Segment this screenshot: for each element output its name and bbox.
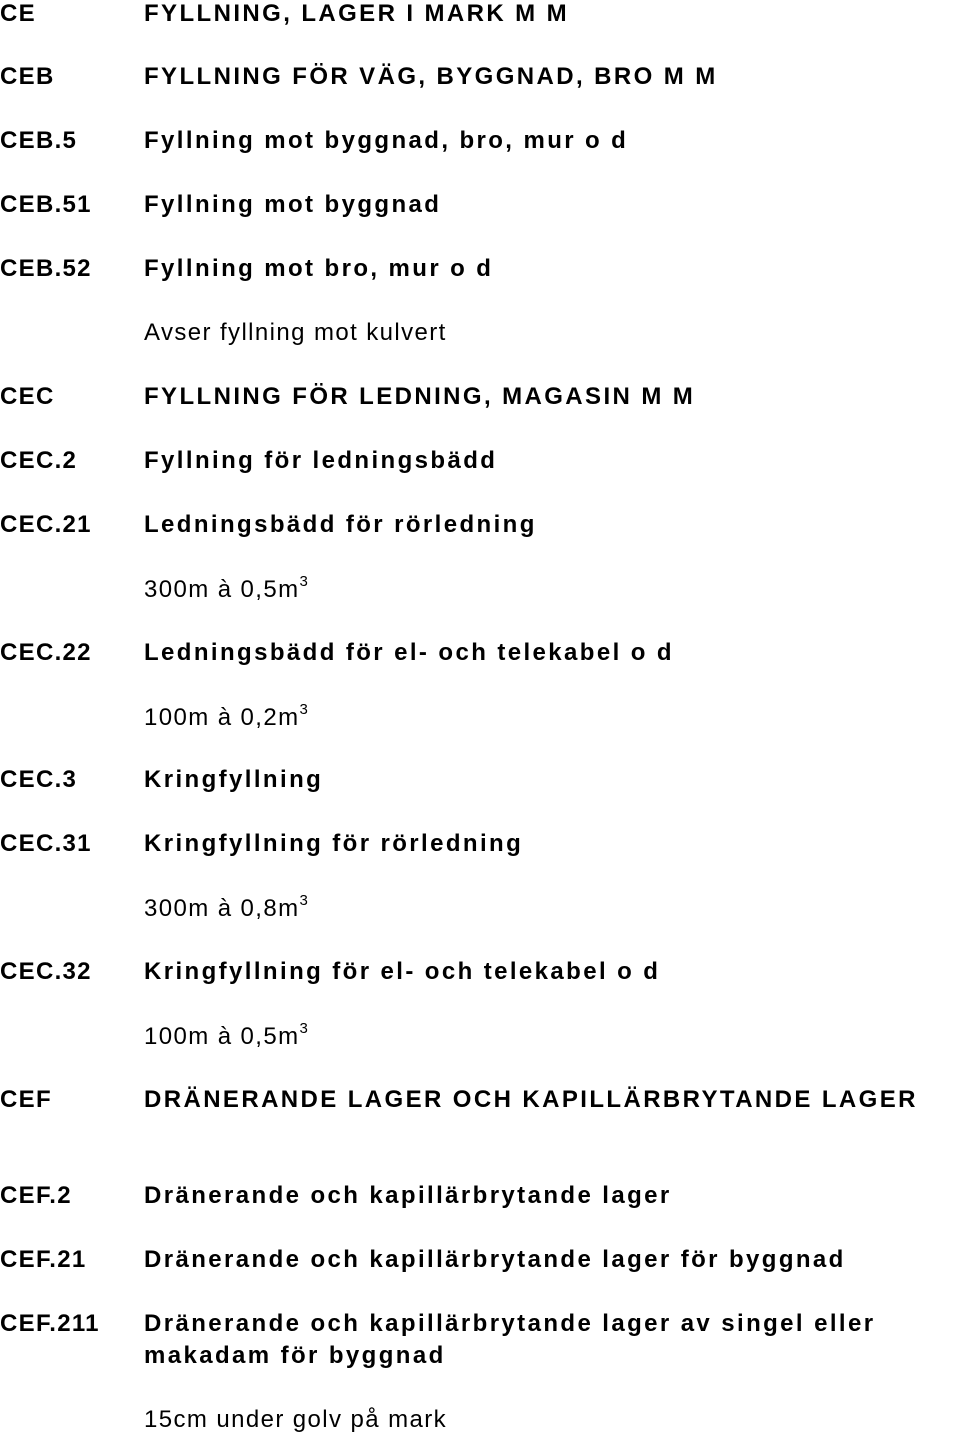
- entry-code: CEF: [0, 1086, 52, 1113]
- entry-code: CEF.2: [0, 1182, 72, 1209]
- entry-code: CEC.31: [0, 830, 92, 857]
- entry-title: DRÄNERANDE LAGER OCH KAPILLÄRBRYTANDE LAGER: [144, 1086, 918, 1113]
- entry-title: Dränerande och kapillärbrytande lager för byggnad: [144, 1246, 846, 1273]
- entry-title: Kringfyllning för rörledning: [144, 830, 524, 857]
- entry-title: Dränerande och kapillärbrytande lager: [144, 1182, 672, 1209]
- entry-code: CEB.52: [0, 255, 92, 282]
- note-cef-211: [144, 1404, 447, 1436]
- note-ceb-52: [144, 317, 447, 349]
- note-cec-31: [144, 893, 308, 925]
- entry-title: Fyllning för ledningsbädd: [144, 447, 498, 474]
- entry-title: FYLLNING FÖR LEDNING, MAGASIN M M: [144, 383, 696, 410]
- note-cec-22: [144, 702, 308, 734]
- entry-code: CEB.51: [0, 191, 92, 218]
- entry-title: FYLLNING FÖR VÄG, BYGGNAD, BRO M M: [144, 63, 718, 90]
- entry-title: Kringfyllning: [144, 766, 324, 793]
- entry-title: Ledningsbädd för rörledning: [144, 511, 537, 538]
- entry-code: CE: [0, 0, 36, 27]
- entry-title: Kringfyllning för el- och telekabel o d: [144, 958, 661, 985]
- note-cec-21: [144, 574, 308, 606]
- entry-code: CEC.22: [0, 639, 92, 666]
- note-superscript: 3: [299, 573, 308, 590]
- entry-code: CEC.2: [0, 447, 78, 474]
- entry-code: CEC.32: [0, 958, 92, 985]
- entry-title: Fyllning mot bro, mur o d: [144, 255, 494, 282]
- entry-code: CEC.3: [0, 766, 78, 793]
- note-superscript: 3: [299, 892, 308, 909]
- entry-title: Dränerande och kapillärbrytande lager av singel eller makadam för byggnad: [144, 1310, 876, 1369]
- entry-title: Ledningsbädd för el- och telekabel o d: [144, 639, 674, 666]
- note-text: Avser fyllning mot kulvert: [144, 319, 447, 346]
- entry-code: CEF.211: [0, 1310, 100, 1337]
- entry-code: CEB.5: [0, 127, 78, 154]
- note-superscript: 3: [299, 1020, 308, 1037]
- note-superscript: 3: [299, 701, 308, 718]
- note-text: 100m à 0,5m: [144, 1023, 300, 1050]
- note-text: 300m à 0,5m: [144, 576, 300, 603]
- entry-title: FYLLNING, LAGER I MARK M M: [144, 0, 570, 27]
- entry-code: CEC.21: [0, 511, 92, 538]
- note-text: 300m à 0,8m: [144, 895, 300, 922]
- entry-title: Fyllning mot byggnad: [144, 191, 442, 218]
- entry-code: CEC: [0, 383, 55, 410]
- entry-title: Fyllning mot byggnad, bro, mur o d: [144, 127, 629, 154]
- entry-code: CEF.21: [0, 1246, 87, 1273]
- note-text: 15cm under golv på mark: [144, 1406, 447, 1433]
- note-cec-32: [144, 1021, 308, 1053]
- entry-code: CEB: [0, 63, 55, 90]
- note-text: 100m à 0,2m: [144, 704, 300, 731]
